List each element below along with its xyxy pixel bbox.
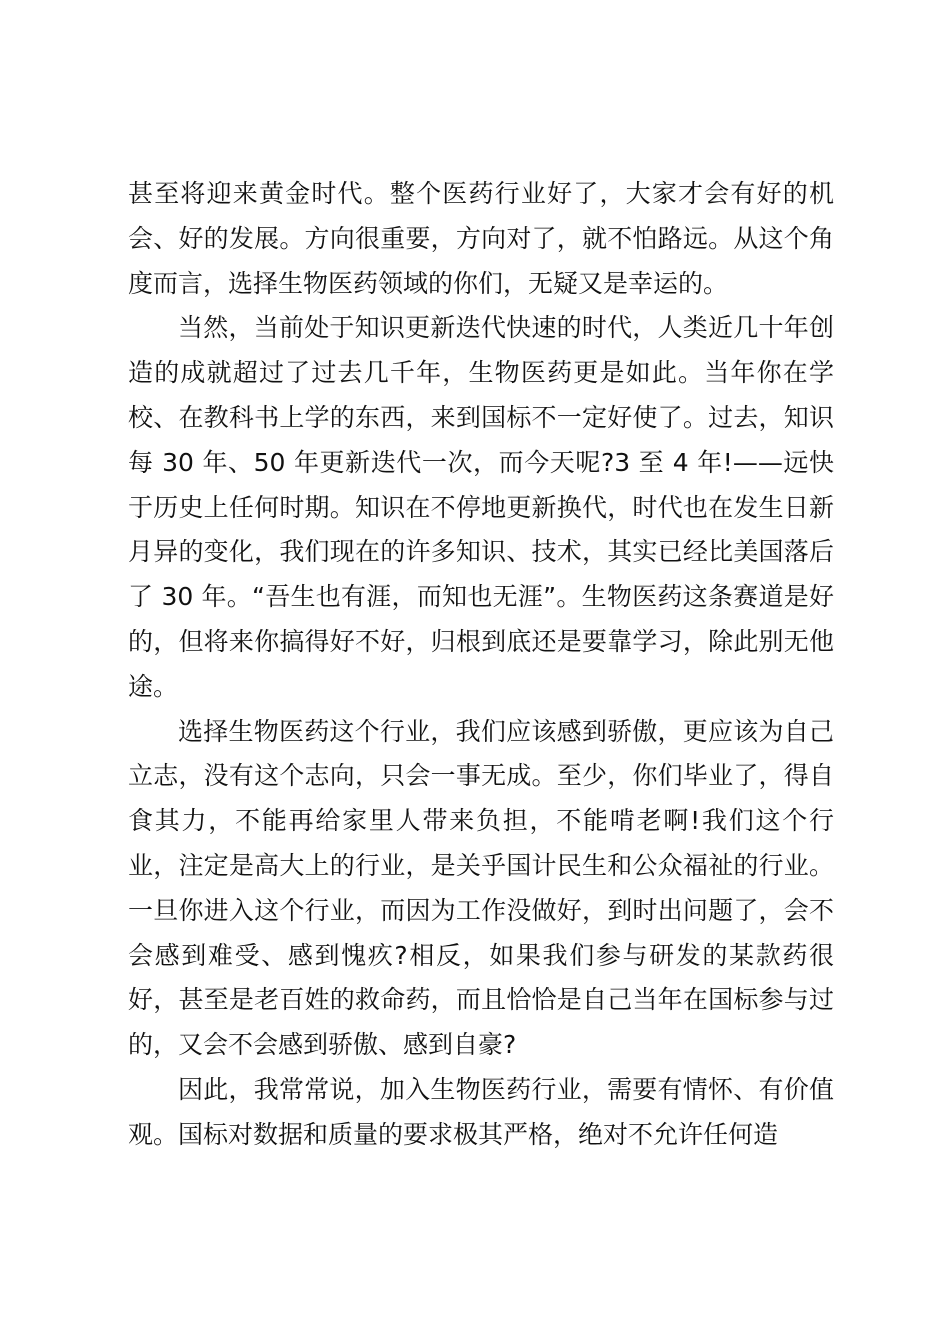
paragraph-1: 甚至将迎来黄金时代。整个医药行业好了，大家才会有好的机会、好的发展。方向很重要，方向对了，就不怕路远。从这个角度而言，选择生物医药领域的你们，无疑又是幸运的。: [128, 179, 834, 298]
paragraph-2: 当然，当前处于知识更新迭代快速的时代，人类近几十年创造的成就超过了过去几千年，生物医药更是如此。当年你在学校、在教科书上学的东西，来到国标不一定好使了。过去，知识每 30 年、50 年更新迭代一次，而今天呢?3 至 4 年!——远快于历史上任何时期。知识在不停地更新换代，时代也在发生日新月异的变化，我们现在的许多知识、技术，其实已经比美国落后了 30 年。“吾生也有涯，而知也无涯”。生物医药这条赛道是好的，但将来你搞得好不好，归根到底还是要靠学习，除此别无他途。: [128, 313, 834, 701]
paragraph-3: 选择生物医药这个行业，我们应该感到骄傲，更应该为自己立志，没有这个志向，只会一事无成。至少，你们毕业了，得自食其力，不能再给家里人带来负担，不能啃老啊!我们这个行业，注定是高大上的行业，是关乎国计民生和公众福祉的行业。一旦你进入这个行业，而因为工作没做好，到时出问题了，会不会感到难受、感到愧疚?相反，如果我们参与研发的某款药很好，甚至是老百姓的救命药，而且恰恰是自己当年在国标参与过的，又会不会感到骄傲、感到自豪?: [128, 716, 834, 1060]
paragraph-4: 因此，我常常说，加入生物医药行业，需要有情怀、有价值观。国标对数据和质量的要求极其严格，绝对不允许任何造: [128, 1074, 834, 1149]
document-body: [128, 172, 834, 1158]
